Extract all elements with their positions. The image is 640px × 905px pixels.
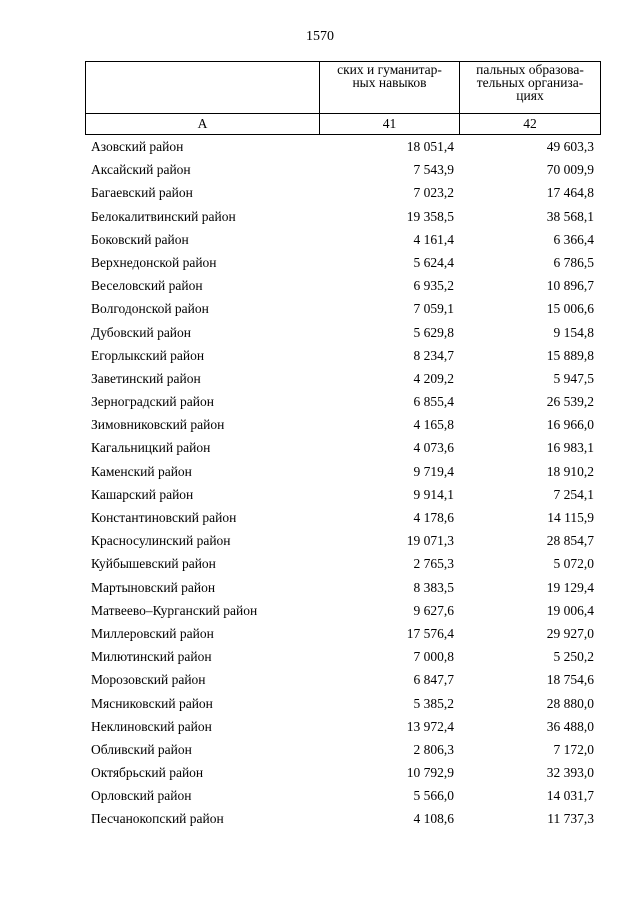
value-col-41: 4 073,6: [413, 440, 454, 456]
value-col-41: 4 108,6: [413, 811, 454, 827]
table-body: [91, 136, 597, 832]
value-col-42: 26 539,2: [546, 394, 594, 410]
value-col-41: 5 629,8: [413, 324, 454, 340]
value-col-42: 16 983,1: [546, 440, 594, 456]
table-row: [91, 182, 597, 205]
table-row: [91, 507, 597, 530]
value-col-42: 9 154,8: [553, 324, 594, 340]
header-col-41: ских и гуманитар- ных навыков: [320, 62, 460, 114]
value-col-41: 9 627,6: [413, 602, 454, 618]
value-col-42: 70 009,9: [546, 162, 594, 178]
value-col-42: 15 006,6: [546, 301, 594, 317]
table-row: [91, 368, 597, 391]
value-col-42: 38 568,1: [546, 208, 594, 224]
value-col-42: 7 172,0: [553, 741, 594, 757]
value-col-42: 14 031,7: [546, 788, 594, 804]
table-row: [91, 136, 597, 159]
district-name: Красносулинский район: [91, 533, 231, 549]
value-col-42: 36 488,0: [546, 718, 594, 734]
page-number: 1570: [306, 29, 334, 44]
table-row: [91, 391, 597, 414]
column-number-42: 42: [460, 114, 601, 135]
value-col-42: 5 947,5: [553, 370, 594, 386]
value-col-42: 5 072,0: [553, 556, 594, 572]
value-col-41: 4 209,2: [413, 370, 454, 386]
district-name: Мясниковский район: [91, 695, 213, 711]
table-row: [91, 553, 597, 576]
district-name: Куйбышевский район: [91, 556, 216, 572]
district-name: Зимовниковский район: [91, 417, 225, 433]
table-row: [91, 414, 597, 437]
district-name: Зерноградский район: [91, 394, 214, 410]
value-col-41: 5 624,4: [413, 254, 454, 270]
value-col-42: 32 393,0: [546, 765, 594, 781]
table-row: [91, 669, 597, 692]
table-row: [91, 298, 597, 321]
table-row: [91, 739, 597, 762]
value-col-42: 49 603,3: [546, 139, 594, 154]
table-row: [91, 785, 597, 808]
value-col-42: 28 854,7: [546, 533, 594, 549]
value-col-41: 19 071,3: [406, 533, 454, 549]
value-col-42: 19 129,4: [546, 579, 594, 595]
table-row: [91, 322, 597, 345]
value-col-41: 13 972,4: [406, 718, 454, 734]
value-col-41: 8 383,5: [413, 579, 454, 595]
table-row: [91, 808, 597, 831]
value-col-42: 29 927,0: [546, 625, 594, 641]
value-col-42: 16 966,0: [546, 417, 594, 433]
column-numbers-row: [86, 114, 601, 135]
district-name: Песчанокопский район: [91, 811, 224, 827]
district-name: Кагальницкий район: [91, 440, 211, 456]
district-name: Милютинский район: [91, 649, 212, 665]
value-col-41: 2 765,3: [413, 556, 454, 572]
header-col-42: пальных образова- тельных организа- циях: [460, 62, 601, 114]
district-name: Константиновский район: [91, 510, 237, 525]
value-col-42: 19 006,4: [546, 602, 594, 618]
table-row: [91, 693, 597, 716]
value-col-41: 6 855,4: [413, 394, 454, 410]
value-col-41: 18 051,4: [406, 139, 454, 154]
district-name: Миллеровский район: [91, 625, 214, 641]
district-name: Волгодонской район: [91, 301, 209, 317]
district-name: Верхнедонской район: [91, 254, 217, 270]
value-col-41: 4 178,6: [413, 510, 454, 525]
table-row: [91, 275, 597, 298]
value-col-42: 15 889,8: [546, 347, 594, 363]
value-col-41: 8 234,7: [413, 347, 454, 363]
district-name: Октябрьский район: [91, 765, 204, 781]
header-col-a: [86, 62, 320, 114]
table-row: [91, 461, 597, 484]
table-row: [91, 600, 597, 623]
value-col-42: 17 464,8: [546, 185, 594, 201]
table-row: [91, 530, 597, 553]
value-col-41: 7 543,9: [413, 162, 454, 178]
value-col-42: 7 254,1: [553, 486, 594, 502]
district-name: Багаевский район: [91, 185, 193, 201]
header-row: [86, 62, 601, 114]
table-row: [91, 577, 597, 600]
district-name: Аксайский район: [91, 162, 191, 178]
table-row: [91, 716, 597, 739]
district-name: Каменский район: [91, 463, 192, 479]
value-col-42: 11 737,3: [547, 811, 594, 827]
value-col-42: 6 366,4: [553, 231, 594, 247]
district-name: Орловский район: [91, 788, 192, 804]
value-col-41: 6 935,2: [413, 278, 454, 294]
table-row: [91, 159, 597, 182]
value-col-41: 10 792,9: [406, 765, 454, 781]
table-row: [91, 623, 597, 646]
value-col-41: 4 161,4: [413, 231, 454, 247]
district-name: Заветинский район: [91, 370, 201, 386]
district-name: Дубовский район: [91, 324, 192, 340]
value-col-41: 7 059,1: [413, 301, 454, 317]
value-col-41: 7 023,2: [413, 185, 454, 201]
value-col-41: 4 165,8: [413, 417, 454, 433]
value-col-42: 14 115,9: [547, 510, 594, 525]
table-header: [85, 61, 601, 135]
district-name: Егорлыкский район: [91, 347, 205, 363]
value-col-42: 18 910,2: [546, 463, 594, 479]
value-col-41: 19 358,5: [406, 208, 454, 224]
value-col-41: 2 806,3: [413, 741, 454, 757]
value-col-41: 17 576,4: [406, 625, 454, 641]
table-row: [91, 646, 597, 669]
value-col-42: 18 754,6: [546, 672, 594, 688]
district-name: Азовский район: [91, 139, 184, 154]
table-row: [91, 252, 597, 275]
table-row: [91, 484, 597, 507]
district-name: Неклиновский район: [91, 718, 212, 734]
district-name: Белокалитвинский район: [91, 208, 236, 224]
value-col-41: 5 385,2: [413, 695, 454, 711]
value-col-41: 7 000,8: [413, 649, 454, 665]
district-name: Веселовский район: [91, 278, 203, 294]
district-name: Матвеево–Курганский район: [91, 602, 258, 618]
district-name: Мартыновский район: [91, 579, 216, 595]
value-col-42: 6 786,5: [553, 254, 594, 270]
district-name: Обливский район: [91, 741, 192, 757]
value-col-41: 5 566,0: [413, 788, 454, 804]
value-col-41: 9 914,1: [413, 486, 454, 502]
value-col-41: 9 719,4: [413, 463, 454, 479]
value-col-42: 10 896,7: [546, 278, 594, 294]
value-col-41: 6 847,7: [413, 672, 454, 688]
column-number-a: А: [86, 114, 320, 135]
column-number-41: 41: [320, 114, 460, 135]
table-row: [91, 206, 597, 229]
value-col-42: 5 250,2: [553, 649, 594, 665]
value-col-42: 28 880,0: [546, 695, 594, 711]
table-row: [91, 762, 597, 785]
table-row: [91, 345, 597, 368]
district-name: Боковский район: [91, 231, 189, 247]
district-name: Кашарский район: [91, 486, 194, 502]
district-name: Морозовский район: [91, 672, 206, 688]
table-row: [91, 437, 597, 460]
table-row: [91, 229, 597, 252]
